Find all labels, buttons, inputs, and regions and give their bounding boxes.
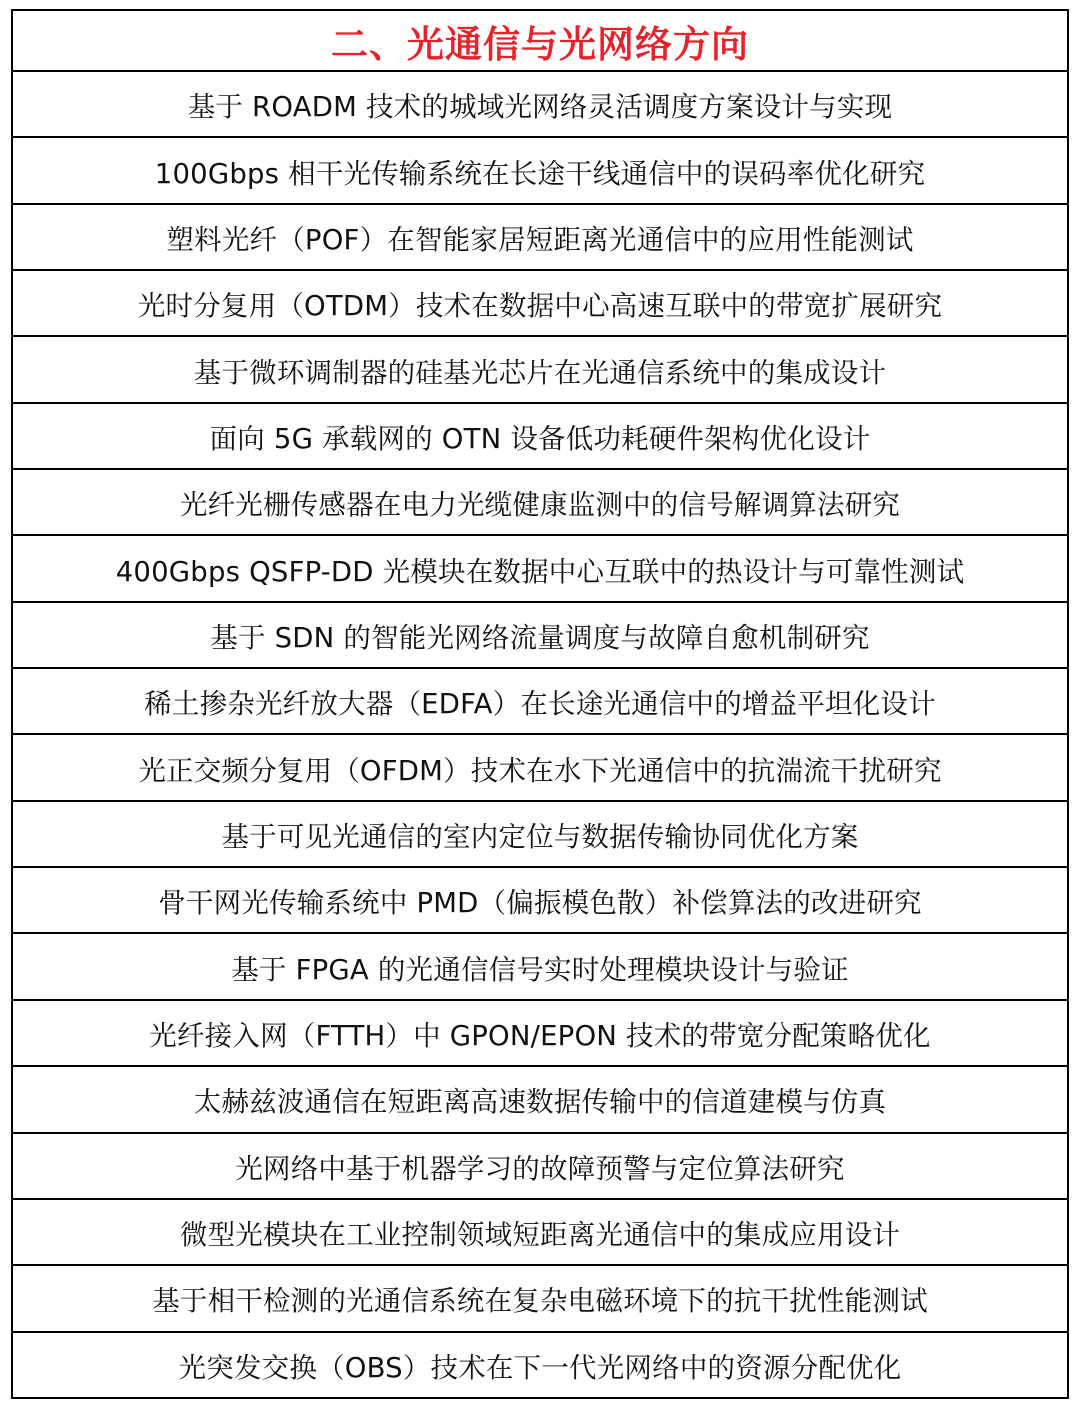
- table-header-row: [13, 11, 1067, 72]
- topic-text: 光纤接入网（FTTH）中 GPON/EPON 技术的带宽分配策略优化: [149, 1019, 931, 1052]
- topic-text: 微型光模块在工业控制领域短距离光通信中的集成应用设计: [179, 1219, 901, 1252]
- topic-text: 基于微环调制器的硅基光芯片在光通信系统中的集成设计: [193, 356, 887, 389]
- topic-text: 骨干网光传输系统中 PMD（偏振模色散）补偿算法的改进研究: [158, 887, 922, 920]
- table-row: [13, 536, 1067, 602]
- table-row: [13, 934, 1067, 1000]
- table-row: [13, 1067, 1067, 1133]
- topic-text: 基于 FPGA 的光通信信号实时处理模块设计与验证: [231, 953, 849, 986]
- topic-text: 光纤光栅传感器在电力光缆健康监测中的信号解调算法研究: [179, 489, 901, 522]
- table-row: [13, 868, 1067, 934]
- table-row: [13, 72, 1067, 138]
- topic-text: 面向 5G 承载网的 OTN 设备低功耗硬件架构优化设计: [209, 422, 871, 455]
- topic-text: 100Gbps 相干光传输系统在长途干线通信中的误码率优化研究: [154, 157, 926, 190]
- table-row: [13, 271, 1067, 337]
- table-row: [13, 669, 1067, 735]
- topic-text: 光网络中基于机器学习的故障预警与定位算法研究: [235, 1152, 845, 1185]
- table-row: [13, 205, 1067, 271]
- table-row: [13, 404, 1067, 470]
- topic-text: 塑料光纤（POF）在智能家居短距离光通信中的应用性能测试: [166, 223, 914, 256]
- topic-text: 光时分复用（OTDM）技术在数据中心高速互联中的带宽扩展研究: [137, 290, 943, 323]
- topic-text: 太赫兹波通信在短距离高速数据传输中的信道建模与仿真: [193, 1086, 887, 1119]
- topics-table: [11, 9, 1069, 1399]
- table-row: [13, 802, 1067, 868]
- topic-text: 基于相干检测的光通信系统在复杂电磁环境下的抗干扰性能测试: [152, 1285, 928, 1318]
- table-row: [13, 1200, 1067, 1266]
- table-row: [13, 470, 1067, 536]
- topic-text: 基于可见光通信的室内定位与数据传输协同优化方案: [221, 820, 859, 853]
- table-row: [13, 1134, 1067, 1200]
- topic-text: 光突发交换（OBS）技术在下一代光网络中的资源分配优化: [178, 1351, 902, 1384]
- table-row: [13, 1266, 1067, 1332]
- topic-text: 基于 ROADM 技术的城域光网络灵活调度方案设计与实现: [187, 91, 893, 124]
- table-row: [13, 1001, 1067, 1067]
- topic-text: 光正交频分复用（OFDM）技术在水下光通信中的抗湍流干扰研究: [138, 754, 942, 787]
- section-title: 二、光通信与光网络方向: [331, 22, 749, 66]
- table-row: [13, 1333, 1067, 1397]
- topic-text: 稀土掺杂光纤放大器（EDFA）在长途光通信中的增益平坦化设计: [144, 688, 936, 721]
- table-row: [13, 603, 1067, 669]
- topic-list: [13, 72, 1067, 1397]
- table-row: [13, 337, 1067, 403]
- table-row: [13, 138, 1067, 204]
- table-row: [13, 735, 1067, 801]
- topic-text: 基于 SDN 的智能光网络流量调度与故障自愈机制研究: [210, 621, 870, 654]
- topic-text: 400Gbps QSFP-DD 光模块在数据中心互联中的热设计与可靠性测试: [115, 555, 965, 588]
